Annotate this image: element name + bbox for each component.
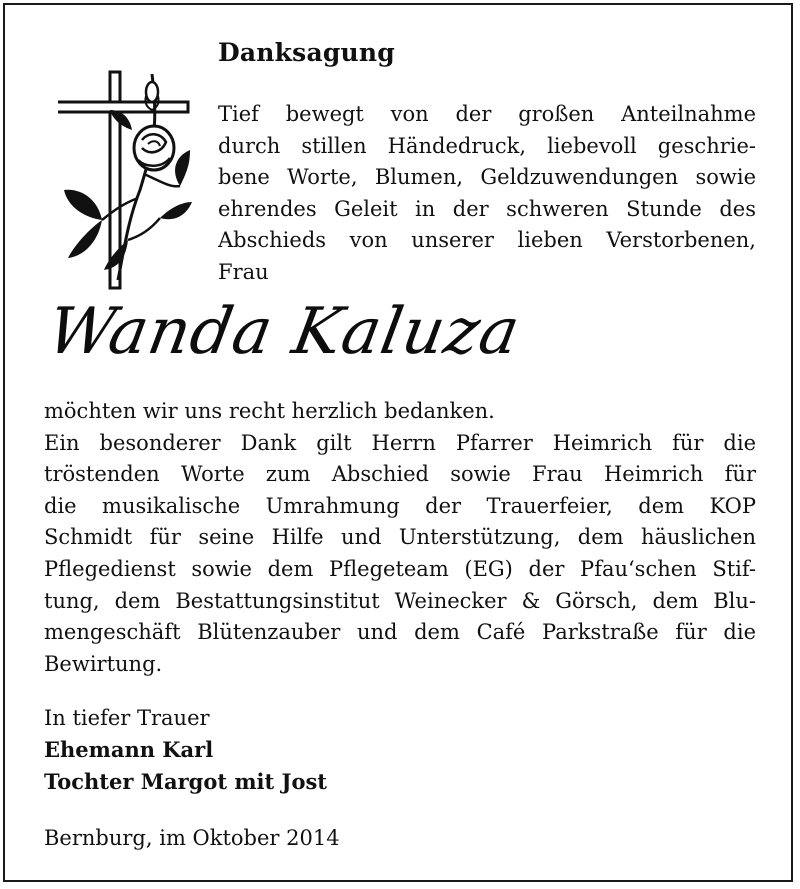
cross-with-rose-icon: [58, 70, 198, 290]
intro-line: durch stillen Händedruck, liebevoll geschrie-: [218, 133, 756, 158]
body-line: Schmidt für seine Hilfe und Unterstützung, dem häuslichen: [44, 525, 756, 550]
thanks-paragraph: [44, 396, 756, 680]
intro-line: Abschieds von unserer lieben Verstorbenen,: [218, 228, 756, 253]
closing-text: In tiefer Trauer: [44, 706, 210, 730]
body-line: die musikalische Umrahmung der Trauerfeier, dem KOP: [44, 493, 756, 518]
signatory: Ehemann Karl: [44, 737, 214, 762]
body-line: tung, dem Bestattungsinstitut Weinecker & Görsch, dem Blu-: [44, 588, 756, 613]
signatory: Tochter Margot mit Jost: [44, 769, 328, 794]
intro-line: ehrendes Geleit in der schweren Stunde des: [218, 196, 756, 221]
intro-line: Tief bewegt von der großen Anteilnahme: [218, 102, 756, 126]
body-line: Ein besonderer Dank gilt Herrn Pfarrer Heimrich für die: [44, 430, 756, 455]
deceased-name: Wanda Kaluza: [42, 295, 526, 369]
body-line: mengeschäft Blütenzauber und dem Café Parkstraße für die: [44, 620, 756, 645]
intro-paragraph: [218, 99, 756, 289]
body-line: möchten wir uns recht herzlich bedanken.: [44, 399, 495, 423]
notice-heading: Danksagung: [218, 38, 395, 67]
body-line: Pflegedienst sowie dem Pflegeteam (EG) der Pfau‘schen Stif-: [44, 556, 756, 581]
intro-line: Frau: [218, 259, 269, 284]
intro-line: bene Worte, Blumen, Geldzuwendungen sowie: [218, 165, 756, 190]
signature-block: [44, 702, 327, 798]
body-line: Bewirtung.: [44, 651, 163, 676]
body-line: tröstenden Worte zum Abschied sowie Frau Heimrich für: [44, 462, 756, 487]
place-date: Bernburg, im Oktober 2014: [44, 826, 340, 850]
